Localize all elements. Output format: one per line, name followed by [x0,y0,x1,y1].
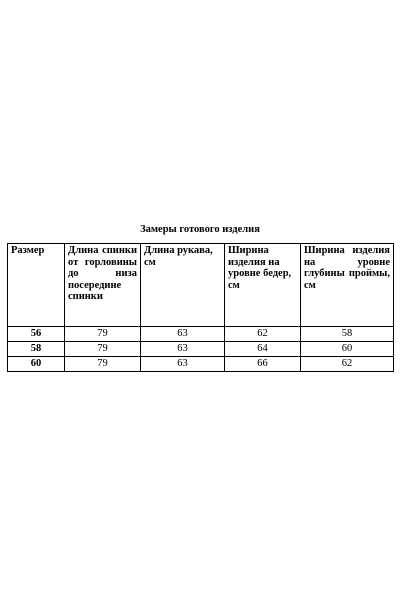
cell-armhole-width: 58 [301,327,394,342]
cell-size: 56 [8,327,65,342]
table-header-row [8,244,394,327]
cell-armhole-width: 60 [301,342,394,357]
cell-hip-width: 66 [225,357,301,372]
header-sleeve-length: Длина рукава, см [141,244,225,327]
cell-size: 60 [8,357,65,372]
header-back-length: Длина спинки от горловины до низа посередине спинки [65,244,141,327]
table-row [8,327,394,342]
cell-hip-width: 62 [225,327,301,342]
cell-hip-width: 64 [225,342,301,357]
table-row [8,357,394,372]
cell-armhole-width: 62 [301,357,394,372]
header-armhole-width: Ширина изделия на уровне глубины проймы, см [301,244,394,327]
cell-sleeve-length: 63 [141,327,225,342]
header-size: Размер [8,244,65,327]
cell-sleeve-length: 63 [141,342,225,357]
cell-back-length: 79 [65,342,141,357]
cell-back-length: 79 [65,357,141,372]
document-title: Замеры готового изделия [140,224,260,235]
table-row [8,342,394,357]
cell-size: 58 [8,342,65,357]
cell-back-length: 79 [65,327,141,342]
header-hip-width: Ширина изделия на уровне бедер, см [225,244,301,327]
cell-sleeve-length: 63 [141,357,225,372]
measurements-table [7,243,394,372]
